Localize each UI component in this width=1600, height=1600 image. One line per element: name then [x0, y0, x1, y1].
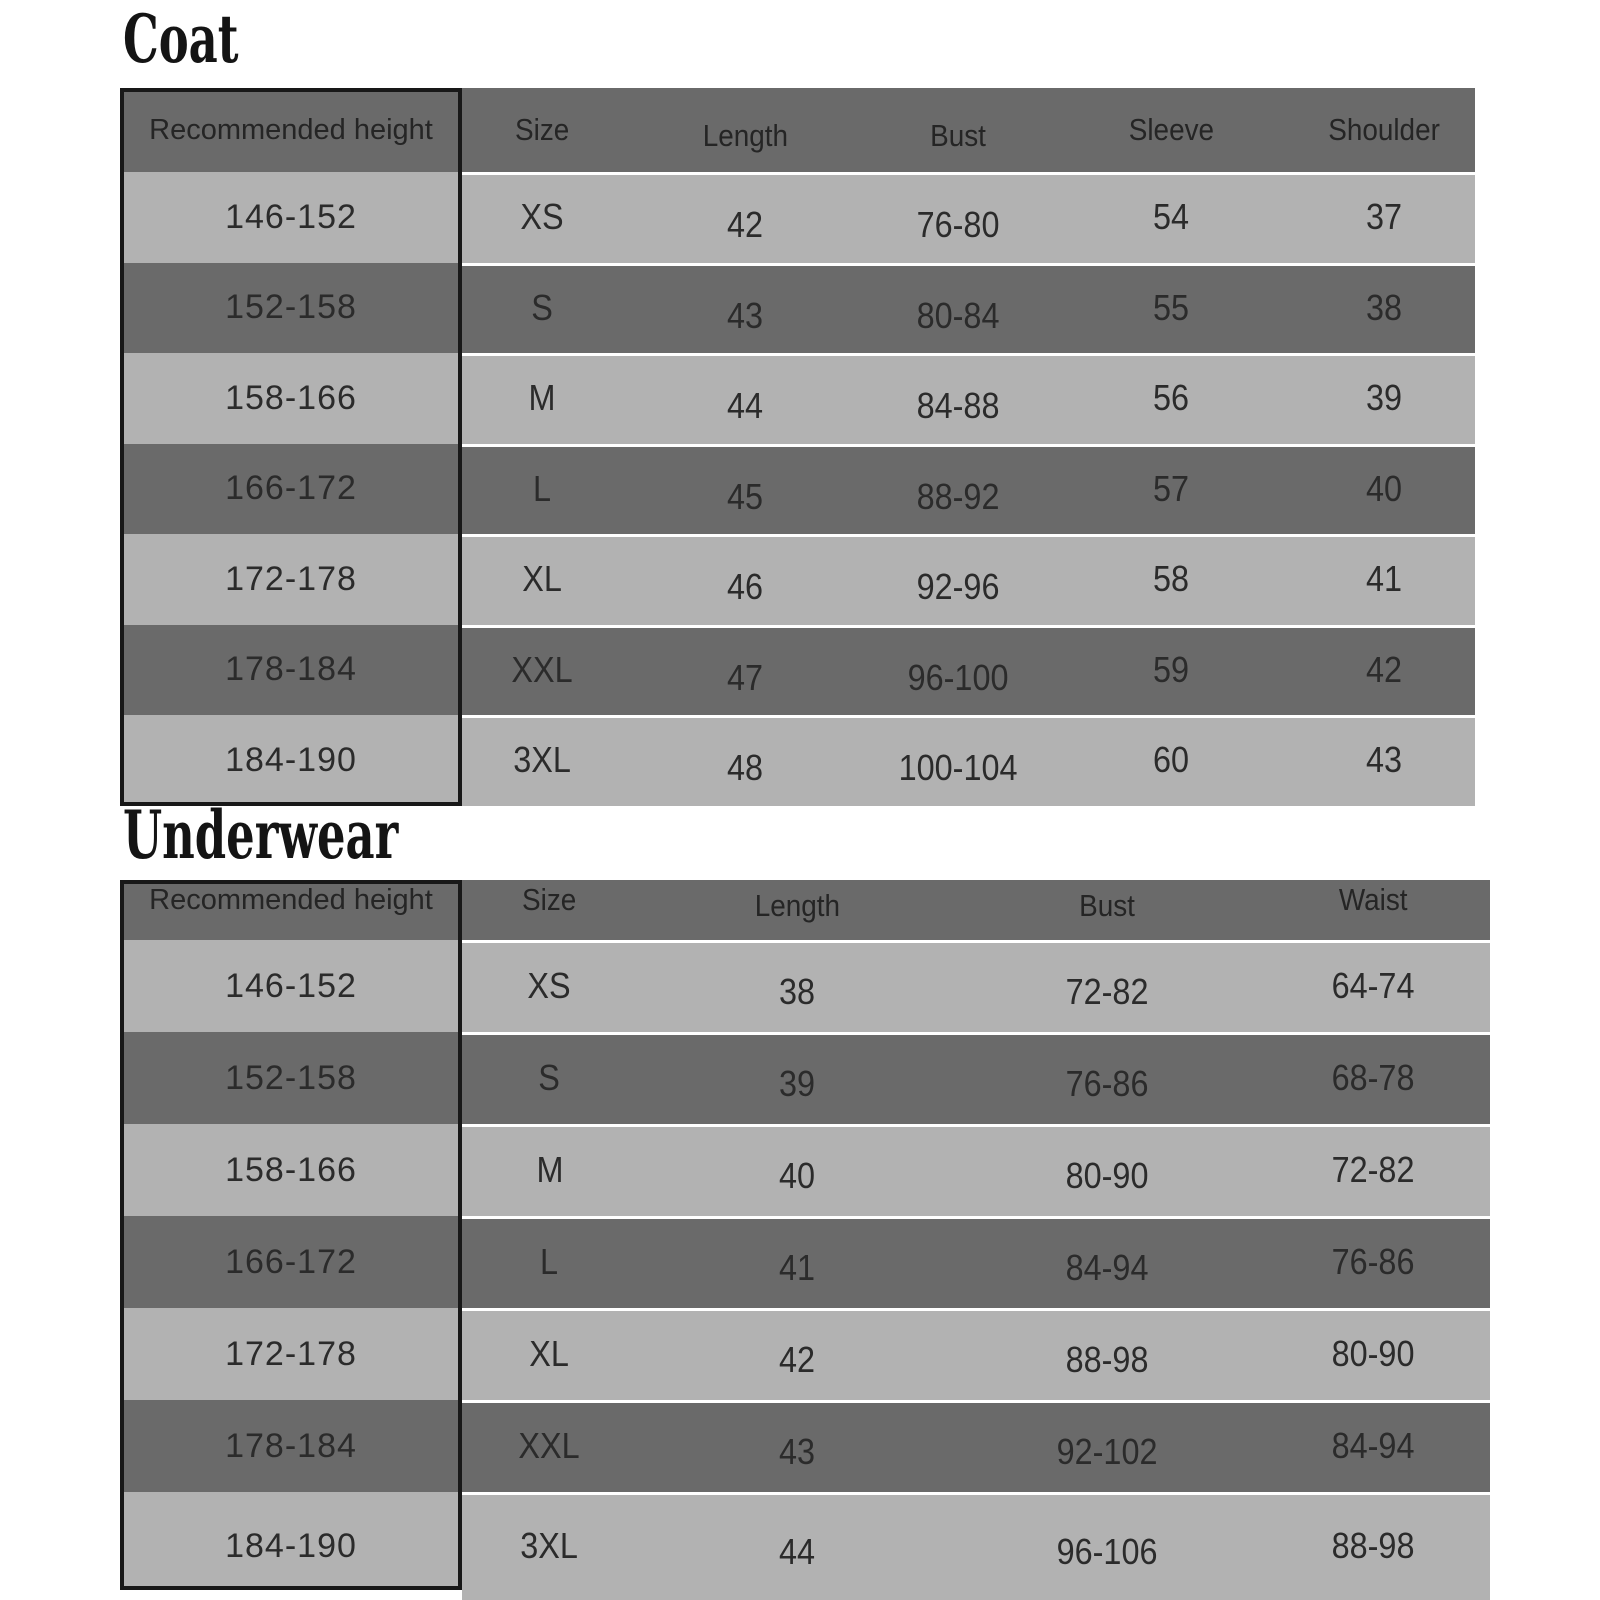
underwear-cell: 3XL [462, 1492, 637, 1600]
underwear-cell: 76-86 [957, 1032, 1257, 1124]
underwear-cell: 84-94 [1257, 1400, 1490, 1492]
underwear-cell: 41 [637, 1216, 957, 1308]
coat-cell: 158-166 [120, 353, 462, 444]
underwear-header-recommended-height: Recommended height [120, 880, 462, 940]
coat-cell: 184-190 [120, 715, 462, 806]
underwear-cell: 39 [637, 1032, 957, 1124]
coat-cell: 40 [1294, 444, 1475, 535]
underwear-cell: 146-152 [120, 940, 462, 1032]
coat-header-recommended-height: Recommended height [120, 88, 462, 172]
underwear-cell: 76-86 [1257, 1216, 1490, 1308]
coat-cell: 58 [1048, 534, 1294, 625]
coat-header-size: Size [462, 88, 622, 172]
underwear-size-table [120, 880, 1490, 1600]
coat-cell: 42 [622, 172, 868, 263]
coat-cell: 48 [622, 715, 868, 806]
coat-cell: 47 [622, 625, 868, 716]
coat-cell: S [462, 263, 622, 354]
coat-cell: 45 [622, 444, 868, 535]
coat-cell: 55 [1048, 263, 1294, 354]
underwear-cell: 96-106 [957, 1492, 1257, 1600]
underwear-cell: 88-98 [957, 1308, 1257, 1400]
coat-cell: 146-152 [120, 172, 462, 263]
underwear-cell: 68-78 [1257, 1032, 1490, 1124]
underwear-cell: XS [462, 940, 637, 1032]
coat-cell: XS [462, 172, 622, 263]
underwear-cell: S [462, 1032, 637, 1124]
coat-cell: 43 [1294, 715, 1475, 806]
underwear-cell: XXL [462, 1400, 637, 1492]
coat-cell: 59 [1048, 625, 1294, 716]
coat-cell: 166-172 [120, 444, 462, 535]
coat-cell: 178-184 [120, 625, 462, 716]
underwear-cell: 166-172 [120, 1216, 462, 1308]
coat-title: Coat [123, 0, 239, 78]
underwear-col1-bottom-border [120, 1586, 462, 1590]
underwear-cell: 43 [637, 1400, 957, 1492]
coat-cell: 44 [622, 353, 868, 444]
coat-cell: 96-100 [868, 625, 1048, 716]
underwear-cell: M [462, 1124, 637, 1216]
coat-cell: 80-84 [868, 263, 1048, 354]
coat-cell: 88-92 [868, 444, 1048, 535]
underwear-col1-left-border [120, 880, 124, 1590]
coat-col1-left-border [120, 88, 124, 806]
coat-cell: 37 [1294, 172, 1475, 263]
coat-col1-divider [458, 88, 462, 806]
coat-cell: 39 [1294, 353, 1475, 444]
coat-cell: 100-104 [868, 715, 1048, 806]
coat-size-table [120, 88, 1475, 806]
underwear-cell: 84-94 [957, 1216, 1257, 1308]
coat-cell: 152-158 [120, 263, 462, 354]
underwear-title: Underwear [123, 796, 399, 874]
coat-cell: 3XL [462, 715, 622, 806]
coat-cell: 76-80 [868, 172, 1048, 263]
coat-cell: XL [462, 534, 622, 625]
underwear-cell: L [462, 1216, 637, 1308]
underwear-cell: 88-98 [1257, 1492, 1490, 1600]
underwear-cell: 44 [637, 1492, 957, 1600]
underwear-cell: 172-178 [120, 1308, 462, 1400]
underwear-header-size: Size [462, 880, 637, 940]
underwear-cell: 80-90 [1257, 1308, 1490, 1400]
coat-cell: L [462, 444, 622, 535]
underwear-col1-bottom-cutoff [120, 1590, 462, 1600]
underwear-cell: 152-158 [120, 1032, 462, 1124]
underwear-cell: 158-166 [120, 1124, 462, 1216]
coat-cell: 41 [1294, 534, 1475, 625]
underwear-cell: 72-82 [1257, 1124, 1490, 1216]
coat-cell: 42 [1294, 625, 1475, 716]
underwear-cell: 72-82 [957, 940, 1257, 1032]
coat-header-length: Length [622, 88, 868, 172]
underwear-header-waist: Waist [1257, 880, 1490, 940]
underwear-col1-divider [458, 880, 462, 1590]
coat-cell: 43 [622, 263, 868, 354]
coat-cell: XXL [462, 625, 622, 716]
underwear-cell: 42 [637, 1308, 957, 1400]
coat-header-sleeve: Sleeve [1048, 88, 1294, 172]
coat-cell: M [462, 353, 622, 444]
coat-cell: 57 [1048, 444, 1294, 535]
coat-cell: 46 [622, 534, 868, 625]
coat-col1-top-border [120, 88, 462, 92]
underwear-cell: 80-90 [957, 1124, 1257, 1216]
coat-header-shoulder: Shoulder [1294, 88, 1475, 172]
underwear-cell: 38 [637, 940, 957, 1032]
coat-cell: 84-88 [868, 353, 1048, 444]
underwear-cell: 184-190 [120, 1492, 462, 1600]
coat-cell: 60 [1048, 715, 1294, 806]
coat-cell: 38 [1294, 263, 1475, 354]
underwear-cell: 92-102 [957, 1400, 1257, 1492]
coat-cell: 92-96 [868, 534, 1048, 625]
underwear-header-bust: Bust [957, 880, 1257, 940]
coat-cell: 54 [1048, 172, 1294, 263]
underwear-cell: XL [462, 1308, 637, 1400]
underwear-cell: 178-184 [120, 1400, 462, 1492]
coat-cell: 56 [1048, 353, 1294, 444]
underwear-cell: 64-74 [1257, 940, 1490, 1032]
underwear-col1-top-border [120, 880, 462, 884]
underwear-cell: 40 [637, 1124, 957, 1216]
underwear-header-length: Length [637, 880, 957, 940]
coat-header-bust: Bust [868, 88, 1048, 172]
coat-cell: 172-178 [120, 534, 462, 625]
